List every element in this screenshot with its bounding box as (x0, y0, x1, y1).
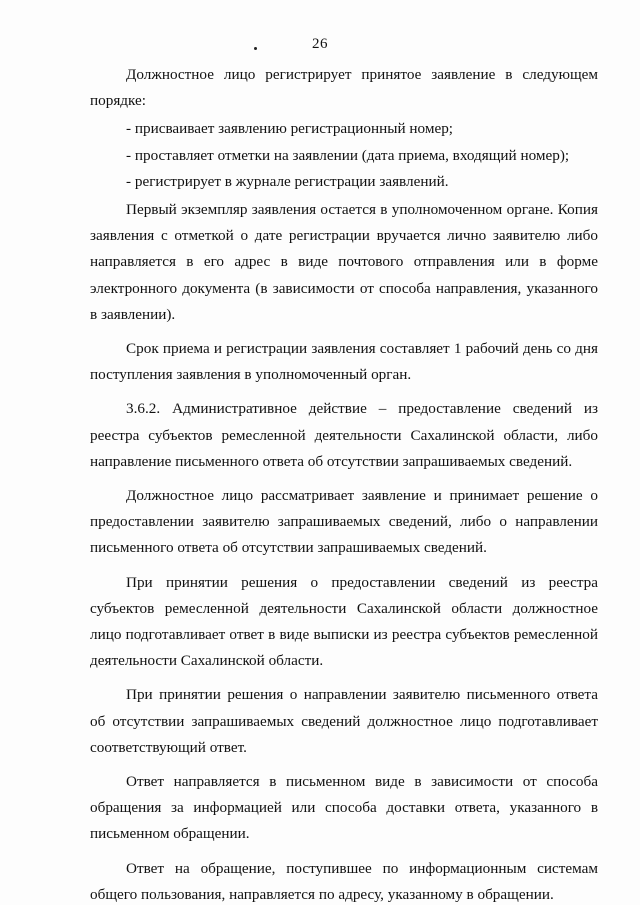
paragraph-absence-reply: При принятии решения о направлении заявителю письменного ответа об отсутствии запрашиваемых сведений должностное лицо подготавливает соответствующий ответ. (90, 686, 598, 756)
list-item-assign-number: - присваивает заявлению регистрационный номер; (126, 120, 454, 138)
paragraph-registration-term: Срок приема и регистрации заявления составляет 1 рабочий день со дня поступления заявления в уполномоченный орган. (90, 340, 598, 384)
paragraph-written-reply: Ответ направляется в письменном виде в зависимости от способа обращения за информацией или способа доставки ответа, указанного в письменном обращении. (90, 773, 598, 843)
paragraph-admin-action-3-6-2: 3.6.2. Административное действие – предоставление сведений из реестра субъектов ремесленной деятельности Сахалинской области, либо направление письменного ответа об отсутствии запрашиваемых сведений. (90, 400, 598, 470)
paragraph-official-decision: Должностное лицо рассматривает заявление и принимает решение о предоставлении заявителю запрашиваемых сведений, либо о направлении письменного ответа об отсутствии запрашиваемых сведений. (90, 487, 598, 557)
paragraph-extract-preparation: При принятии решения о предоставлении сведений из реестра субъектов ремесленной деятельности Сахалинской области должностное лицо подготавливает ответ в виде выписки из реестра субъектов ремесленной деятельности Сахалинской области. (90, 573, 598, 670)
page-number: 26 (312, 36, 328, 52)
scan-speck (254, 47, 257, 50)
list-item-register-journal: - регистрирует в журнале регистрации заявлений. (126, 172, 449, 190)
paragraph-information-systems-reply: Ответ на обращение, поступившее по информационным системам общего пользования, направляется по адресу, указанному в обращении. (90, 859, 598, 903)
paragraph-registration-order: Должностное лицо регистрирует принятое заявление в следующем порядке: (90, 66, 598, 110)
list-item-mark-application: - проставляет отметки на заявлении (дата приема, входящий номер); (126, 146, 570, 164)
document-body (90, 62, 598, 908)
paragraph-first-copy: Первый экземпляр заявления остается в уполномоченном органе. Копия заявления с отметкой о дате регистрации вручается лично заявителю либо направляется в его адрес в виде почтового отправления или в форме электронного документа (в зависимости от способа направления, указанного в заявлении). (90, 201, 598, 323)
